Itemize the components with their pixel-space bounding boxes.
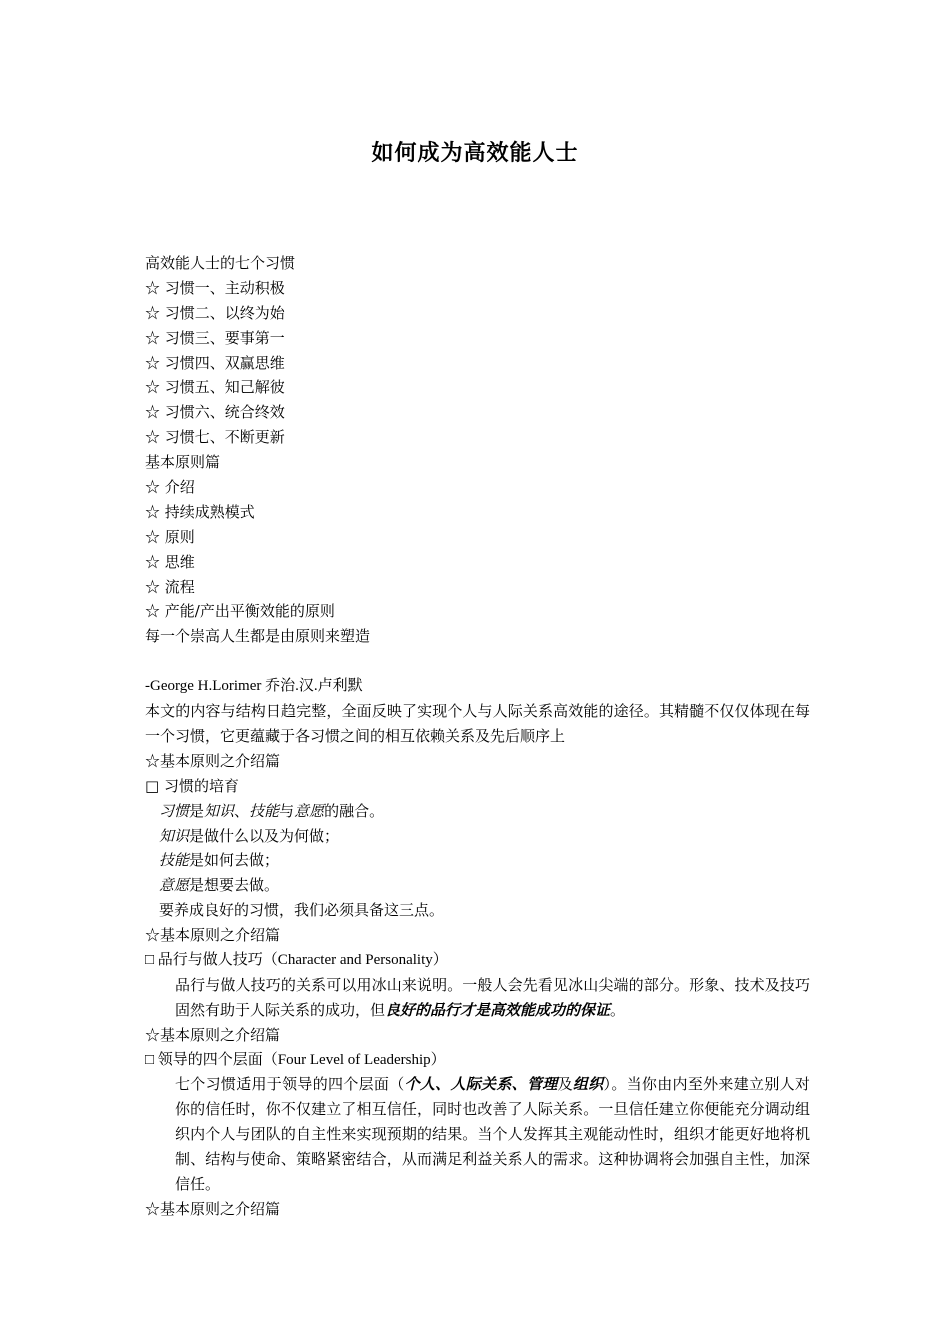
basics-item: ☆ 持续成熟模式: [145, 502, 255, 521]
leadership-paragraph: 七个习惯适用于领导的四个层面（个人、人际关系、管理及组织）。当你由内至外来建立别人对你的信任时，你不仅建立了相互信任，同时也改善了人际关系。一旦信任建立你便能充分调动组织内个人与团队的自主性来实现预期的结果。当个人发挥其主观能动性时，组织才能更好地将机制、结构与使命、策略紧密结合，从而满足利益关系人的需求。这种协调将会加强自主性，加深信任。: [175, 1075, 810, 1194]
basics-item: ☆ 介绍: [145, 478, 195, 497]
level-interpersonal: 人际关系: [450, 1075, 512, 1094]
section-label: ☆基本原则之介绍篇: [145, 926, 281, 945]
habit-item: ☆ 习惯七、不断更新: [145, 428, 285, 447]
desire-definition: 意愿是想要去做。: [159, 876, 280, 895]
habit-item: ☆ 习惯四、双赢思维: [145, 353, 285, 372]
character-paragraph: 品行与做人技巧的关系可以用冰山来说明。一般人会先看见冰山尖端的部分。形象、技术及技巧固然有助于人际关系的成功，但良好的品行才是高效能成功的保证。: [175, 975, 810, 1019]
leadership-heading: □ 领导的四个层面（Four Level of Leadership）: [145, 1051, 446, 1068]
habit-definition-line: 习惯是知识、技能与意愿的融合。: [159, 801, 385, 820]
emphasis-text: 良好的品行才是高效能成功的保证: [385, 1000, 611, 1019]
term-desire: 意愿: [294, 801, 325, 820]
term-skill: 技能: [249, 801, 280, 820]
quote: 每一个崇高人生都是由原则来塑造: [145, 627, 371, 646]
habit-item: ☆ 习惯五、知己解彼: [145, 378, 285, 397]
habit-item: ☆ 习惯一、主动积极: [145, 278, 285, 297]
term-knowledge: 知识: [204, 801, 235, 820]
section-label: ☆基本原则之介绍篇: [145, 751, 281, 770]
term-habit: 习惯: [159, 801, 190, 820]
character-heading: □ 品行与做人技巧（Character and Personality）: [145, 951, 448, 968]
habit-item: ☆ 习惯六、统合终效: [145, 403, 285, 422]
document-title: 如何成为高效能人士: [371, 140, 579, 166]
basics-item: ☆ 产能/产出平衡效能的原则: [145, 602, 335, 621]
quote-author: -George H.Lorimer 乔治.汉.卢利默: [145, 678, 363, 695]
toc-heading: 高效能人士的七个习惯: [145, 254, 296, 272]
section-label: ☆基本原则之介绍篇: [145, 1199, 281, 1218]
level-personal: 个人: [404, 1075, 436, 1094]
blank-line: [145, 649, 810, 674]
basics-item: ☆ 原则: [145, 527, 195, 546]
skill-definition: 技能是如何去做；: [159, 851, 280, 870]
habit-item: ☆ 习惯三、要事第一: [145, 328, 285, 347]
level-organizational: 组织: [572, 1075, 604, 1094]
basics-heading: 基本原则篇: [145, 453, 221, 472]
knowledge-definition: 知识是做什么以及为何做；: [159, 826, 340, 845]
level-managerial: 管理: [526, 1075, 558, 1094]
section-label: ☆基本原则之介绍篇: [145, 1025, 281, 1044]
intro-paragraph: 本文的内容与结构日趋完整，全面反映了实现个人与人际关系高效能的途径。其精髓不仅仅体现在每一个习惯，它更蕴藏于各习惯之间的相互依赖关系及先后顺序上: [145, 702, 810, 745]
habit-item: ☆ 习惯二、以终为始: [145, 303, 285, 322]
document-body: [145, 251, 810, 1222]
basics-item: ☆ 思维: [145, 552, 195, 571]
basics-item: ☆ 流程: [145, 577, 195, 596]
habit-culture-heading: □ 习惯的培育: [145, 776, 239, 795]
habit-summary: 要养成良好的习惯，我们必须具备这三点。: [159, 901, 445, 920]
